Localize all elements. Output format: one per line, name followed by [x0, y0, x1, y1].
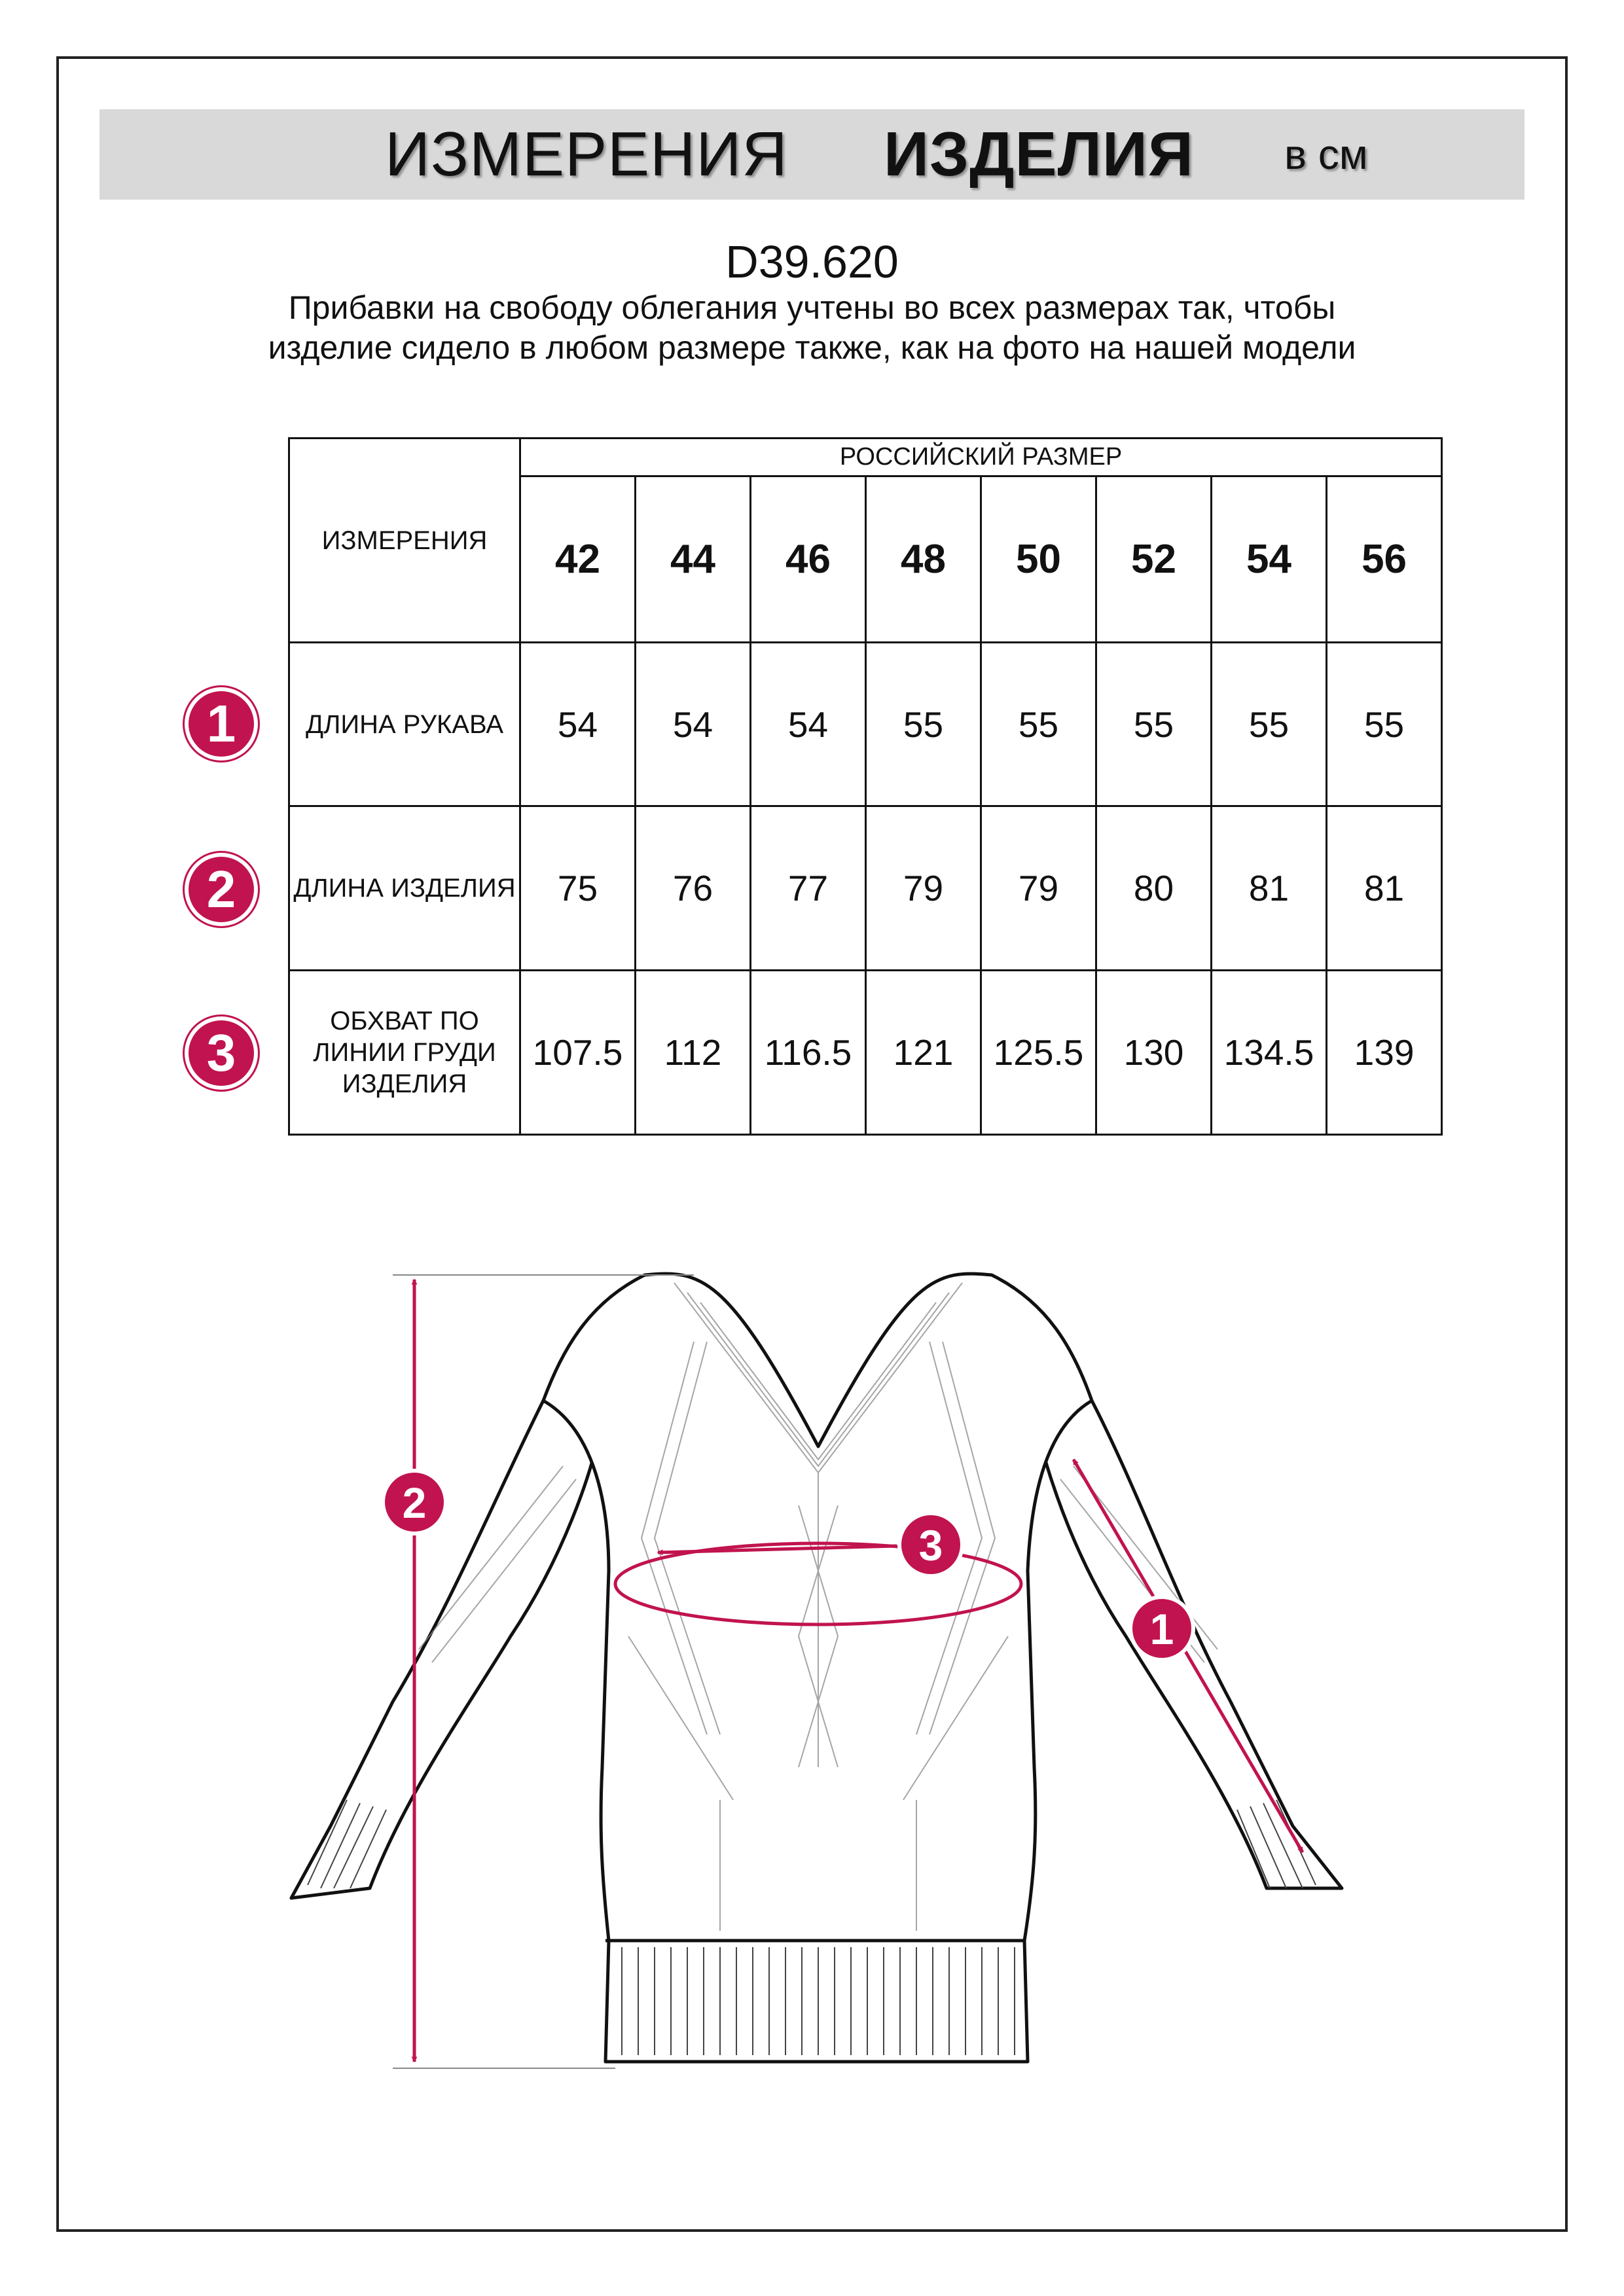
value-cell: 107.5: [520, 971, 636, 1135]
value-cell: 112: [636, 971, 751, 1135]
value-cell: 54: [751, 643, 866, 806]
value-cell: 134.5: [1212, 971, 1327, 1135]
fit-note: Прибавки на свободу облегания учтены во всех размерах так, чтобы изделие сидело в любом размере также, как на фото на нашей модели: [268, 289, 1356, 366]
value-cell: 75: [520, 806, 636, 971]
marker-3-label: 3: [918, 1521, 943, 1570]
value-cell: 81: [1327, 806, 1442, 971]
corner-label: ИЗМЕРЕНИЯ: [289, 439, 520, 643]
title-main: ИЗМЕРЕНИЯ: [385, 119, 788, 189]
sweater-sketch-icon: [291, 1274, 1342, 2062]
title-unit: в см: [1284, 131, 1368, 178]
size-cell: 46: [751, 476, 866, 643]
size-cell: 56: [1327, 476, 1442, 643]
value-cell: 55: [1212, 643, 1327, 806]
row-label: ДЛИНА ИЗДЕЛИЯ: [289, 806, 520, 971]
value-cell: 125.5: [981, 971, 1096, 1135]
value-cell: 130: [1096, 971, 1212, 1135]
value-cell: 79: [981, 806, 1096, 971]
value-cell: 77: [751, 806, 866, 971]
row-number-badge: 2: [185, 853, 258, 926]
marker-1-label: 1: [1149, 1605, 1174, 1653]
row-label: ОБХВАТ ПО ЛИНИИ ГРУДИ ИЗДЕЛИЯ: [289, 971, 520, 1135]
product-code: D39.620: [725, 236, 899, 287]
size-cell: 52: [1096, 476, 1212, 643]
size-cell: 48: [866, 476, 981, 643]
value-cell: 121: [866, 971, 981, 1135]
value-cell: 139: [1327, 971, 1442, 1135]
diagram-marker-3: [899, 1513, 962, 1576]
size-header: РОССИЙСКИЙ РАЗМЕР: [520, 439, 1442, 476]
size-cell: 54: [1212, 476, 1327, 643]
value-cell: 54: [636, 643, 751, 806]
diagram-marker-1: [1130, 1597, 1193, 1660]
row-number-badge: 1: [185, 687, 258, 761]
marker-2-label: 2: [402, 1479, 427, 1527]
size-cell: 42: [520, 476, 636, 643]
value-cell: 55: [1096, 643, 1212, 806]
value-cell: 76: [636, 806, 751, 971]
value-cell: 116.5: [751, 971, 866, 1135]
value-cell: 55: [1327, 643, 1442, 806]
sleeve-measure: [1074, 1460, 1303, 1852]
value-cell: 54: [520, 643, 636, 806]
title-bold: ИЗДЕЛИЯ: [884, 119, 1194, 189]
value-cell: 55: [866, 643, 981, 806]
diagram-marker-2: [383, 1471, 446, 1534]
value-cell: 79: [866, 806, 981, 971]
size-cell: 44: [636, 476, 751, 643]
size-cell: 50: [981, 476, 1096, 643]
row-label: ДЛИНА РУКАВА: [289, 643, 520, 806]
value-cell: 81: [1212, 806, 1327, 971]
value-cell: 80: [1096, 806, 1212, 971]
row-number-badge: 3: [185, 1016, 258, 1090]
value-cell: 55: [981, 643, 1096, 806]
